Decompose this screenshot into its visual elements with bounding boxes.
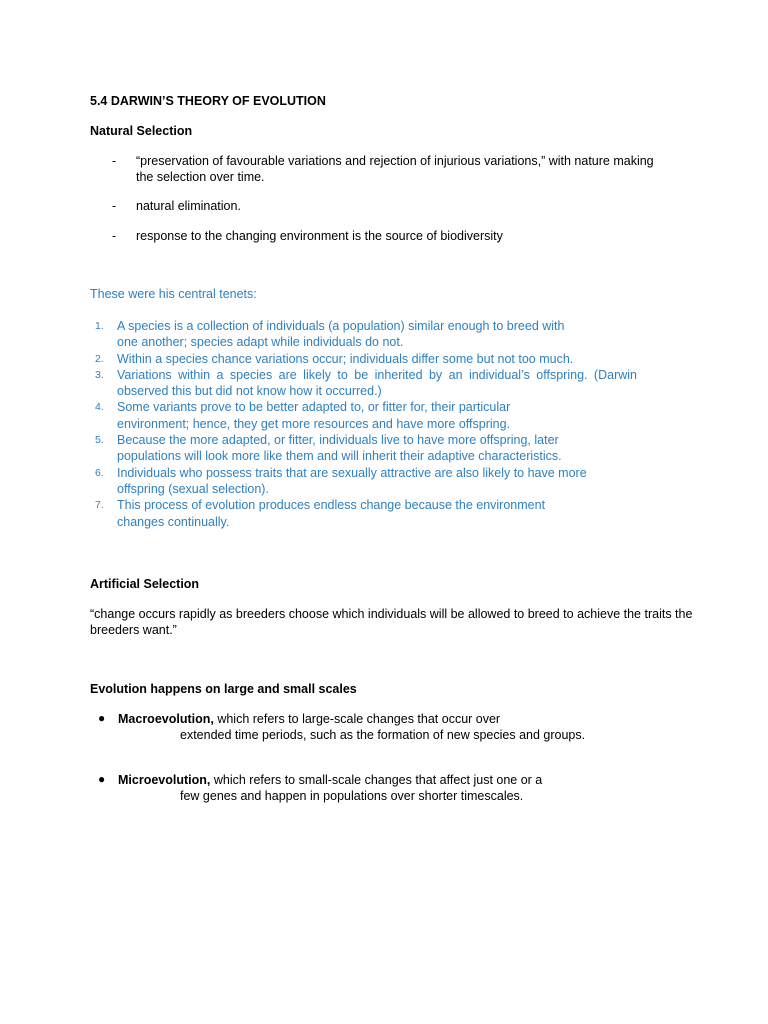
tenet-number: 3. — [95, 368, 104, 381]
scales-item — [98, 772, 598, 805]
tenet-text: Individuals who possess traits that are sexually attractive are also likely to have more offspring (sexual selection). — [117, 465, 587, 496]
natural-selection-item — [112, 198, 672, 214]
tenet-text: Within a species chance variations occur; individuals differ some but not too much. — [117, 351, 574, 366]
natural-selection-item — [112, 228, 672, 244]
bullet-icon: ● — [98, 711, 106, 725]
natural-selection-heading: Natural Selection — [90, 124, 193, 138]
dash-marker: - — [112, 199, 117, 213]
dash-marker: - — [112, 154, 117, 168]
scales-item-term: Microevolution, — [118, 773, 211, 787]
scales-item-first-line — [118, 772, 598, 788]
scales-item — [98, 711, 598, 744]
tenet-item — [95, 497, 547, 530]
artificial-selection-text: “change occurs rapidly as breeders choose which individuals will be allowed to breed to achieve the traits the breeders want.” — [90, 607, 693, 638]
tenet-number: 4. — [95, 401, 104, 414]
natural-selection-item — [112, 153, 672, 186]
scales-item-term: Macroevolution, — [118, 712, 214, 726]
scales-item-rest: few genes and happen in populations over shorter timescales. — [180, 789, 524, 804]
artificial-selection-heading: Artificial Selection — [90, 577, 200, 591]
scales-heading: Evolution happens on large and small scales — [90, 682, 357, 696]
natural-selection-item-text: natural elimination. — [136, 199, 241, 213]
natural-selection-item-text: “preservation of favourable variations and rejection of injurious variations,” with nature making the selection over time. — [136, 154, 654, 185]
tenet-item — [95, 351, 637, 367]
tenet-text: A species is a collection of individuals (a population) similar enough to breed with one another; species adapt while individuals do not. — [117, 319, 565, 350]
tenet-item — [95, 399, 577, 432]
scales-item-first-line — [118, 711, 598, 727]
tenet-item — [95, 367, 637, 400]
tenet-item — [95, 318, 572, 351]
tenet-number: 6. — [95, 466, 104, 479]
bullet-icon: ● — [98, 772, 106, 786]
scales-item-rest: extended time periods, such as the formation of new species and groups. — [180, 728, 586, 743]
natural-selection-item-text: response to the changing environment is the source of biodiversity — [136, 229, 503, 243]
tenet-text: Variations within a species are likely to be inherited by an individual’s offspring. (Darwin observed this but did not know how it occurred.) — [117, 367, 637, 399]
scales-item-first-text: which refers to small-scale changes that affect just one or a — [210, 773, 543, 787]
tenet-text: Some variants prove to be better adapted to, or fitter for, their particular environment; hence, they get more resources and have more offspring. — [117, 400, 511, 431]
tenet-text: This process of evolution produces endless change because the environment changes continually. — [117, 498, 546, 529]
tenet-number: 7. — [95, 499, 104, 512]
tenet-item — [95, 465, 592, 498]
dash-marker: - — [112, 229, 117, 243]
scales-item-first-text: which refers to large-scale changes that occur over — [213, 712, 501, 726]
tenets-intro: These were his central tenets: — [90, 287, 257, 301]
tenet-number: 5. — [95, 434, 104, 447]
section-title: 5.4 DARWIN’S THEORY OF EVOLUTION — [90, 94, 326, 108]
tenet-number: 2. — [95, 352, 104, 365]
tenet-number: 1. — [95, 320, 104, 332]
tenets-list — [95, 318, 635, 530]
tenet-text: Because the more adapted, or fitter, individuals live to have more offspring, later populations will look more like them and will inherit their adaptive characteristics. — [117, 433, 562, 464]
tenet-item — [95, 432, 602, 465]
